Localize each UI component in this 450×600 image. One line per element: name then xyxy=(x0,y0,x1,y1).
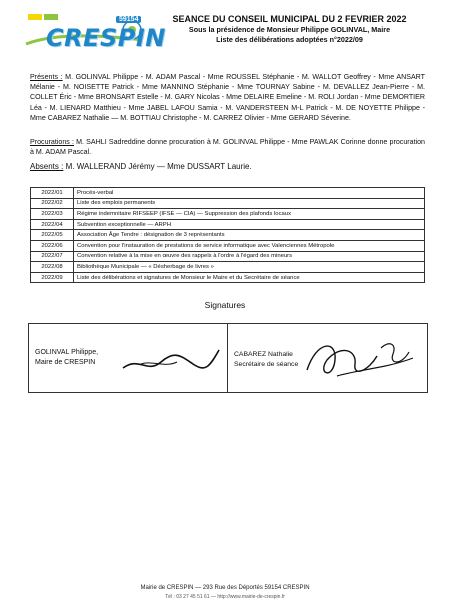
absents-label: Absents : xyxy=(30,162,64,171)
mayor-name: GOLINVAL Philippe, xyxy=(35,349,99,356)
footer-contact: Tél : 03 27 45 51 61 — http://www.mairie-de-crespin.fr xyxy=(165,594,285,600)
table-row xyxy=(31,209,425,220)
logo-postal-code: 59154 xyxy=(116,16,141,23)
deliberation-title: Régime indemnitaire RIFSEEP (IFSE — CIA) — Suppression des plafonds locaux xyxy=(74,209,425,220)
deliberation-title: Association Âge Tendre : désignation de 3 représentants xyxy=(74,230,425,241)
deliberations-table xyxy=(30,187,425,283)
procurations-label: Procurations : xyxy=(30,138,74,146)
secretary-name: CABAREZ Nathalie xyxy=(234,351,293,358)
deliberation-title: Liste des emplois permanents xyxy=(74,198,425,209)
table-row xyxy=(31,219,425,230)
table-row xyxy=(31,251,425,262)
table-row xyxy=(31,272,425,283)
presents-label: Présents : xyxy=(30,73,63,81)
signatures-divider xyxy=(227,324,228,392)
crespin-logo xyxy=(22,10,166,52)
absents-paragraph xyxy=(30,162,425,172)
deliberation-number: 2022/01 xyxy=(31,188,74,199)
procurations-text: M. SAHLI Sadreddine donne procuration à M. GOLINVAL Philippe - Mme PAWLAK Corinne donne procuration à M. ADAM Pascal. xyxy=(30,138,426,157)
signatures-heading: Signatures xyxy=(204,300,246,310)
mayor-signature-block xyxy=(35,348,98,368)
deliberation-title: Procès-verbal xyxy=(74,188,425,199)
deliberation-number: 2022/09 xyxy=(31,272,74,283)
document-header xyxy=(162,13,417,45)
deliberation-title: Convention relative à la mise en œuvre des rappels à l'ordre à l'égard des mineurs xyxy=(74,251,425,262)
footer-address: Mairie de CRESPIN — 293 Rue des Déportés 59154 CRESPIN xyxy=(140,585,310,591)
signatures-box xyxy=(28,323,428,393)
deliberation-title: Subvention exceptionnelle — ARPH xyxy=(74,219,425,230)
deliberation-title: Bibliothèque Municipale — « Désherbage de livres » xyxy=(74,262,425,273)
presents-paragraph xyxy=(30,72,425,123)
mayor-handwritten-signature xyxy=(121,338,221,378)
mayor-role: Maire de CRESPIN xyxy=(35,359,96,366)
deliberation-number: 2022/07 xyxy=(31,251,74,262)
table-row xyxy=(31,240,425,251)
deliberation-list-title: Liste des délibérations adoptées n°2022/09 xyxy=(216,35,363,44)
procurations-paragraph xyxy=(30,137,425,157)
deliberation-number: 2022/05 xyxy=(31,230,74,241)
logo-text: CRESPIN xyxy=(46,24,166,52)
deliberation-number: 2022/06 xyxy=(31,240,74,251)
table-row xyxy=(31,198,425,209)
table-row xyxy=(31,230,425,241)
deliberation-title: Liste des délibérations et signatures de Monsieur le Maire et du Secrétaire de séance xyxy=(74,272,425,283)
table-row xyxy=(31,188,425,199)
secretary-signature-block xyxy=(234,350,298,370)
deliberation-number: 2022/08 xyxy=(31,262,74,273)
presidency-line: Sous la présidence de Monsieur Philippe GOLINVAL, Maire xyxy=(188,25,391,34)
deliberation-number: 2022/03 xyxy=(31,209,74,220)
session-title: SEANCE DU CONSEIL MUNICIPAL DU 2 FEVRIER 2022 xyxy=(172,14,407,24)
presents-text: M. GOLINVAL Philippe - M. ADAM Pascal - Mme ROUSSEL Stéphanie - M. WALLOT Geoffrey - Mme ANSART Mélanie - M. NOISETTE Patrick - Mme MANNINO Stéphanie - Mme TOURNAY Sabine - M. DEVALLEZ Jean-Pierre - M. COLLET Éric - Mme BRONSART Estelle - M. GARY Nicolas - Mme DELAIRE Emeline - M. ROLI Jordan - Mme DEMORTIER Léa - M. LIENARD Matthieu - Mme JABEL LAFOU Samia - M. VANDERSTEEN M-L Patrick - M. DE NOYETTE Philippe - Mme CABAREZ Nathalie — M. BOTTIAU Christophe - M. CARREZ Olivier - Mme GERARD Séverine. xyxy=(30,73,426,122)
deliberation-number: 2022/02 xyxy=(31,198,74,209)
table-row xyxy=(31,262,425,273)
deliberation-title: Convention pour l'instauration de prestations de service informatique avec Valenciennes Métropole xyxy=(74,240,425,251)
absents-text: M. WALLERAND Jérémy — Mme DUSSART Laurie. xyxy=(63,162,252,171)
secretary-role: Secrétaire de séance xyxy=(234,361,299,368)
secretary-handwritten-signature xyxy=(297,330,417,388)
deliberation-number: 2022/04 xyxy=(31,219,74,230)
